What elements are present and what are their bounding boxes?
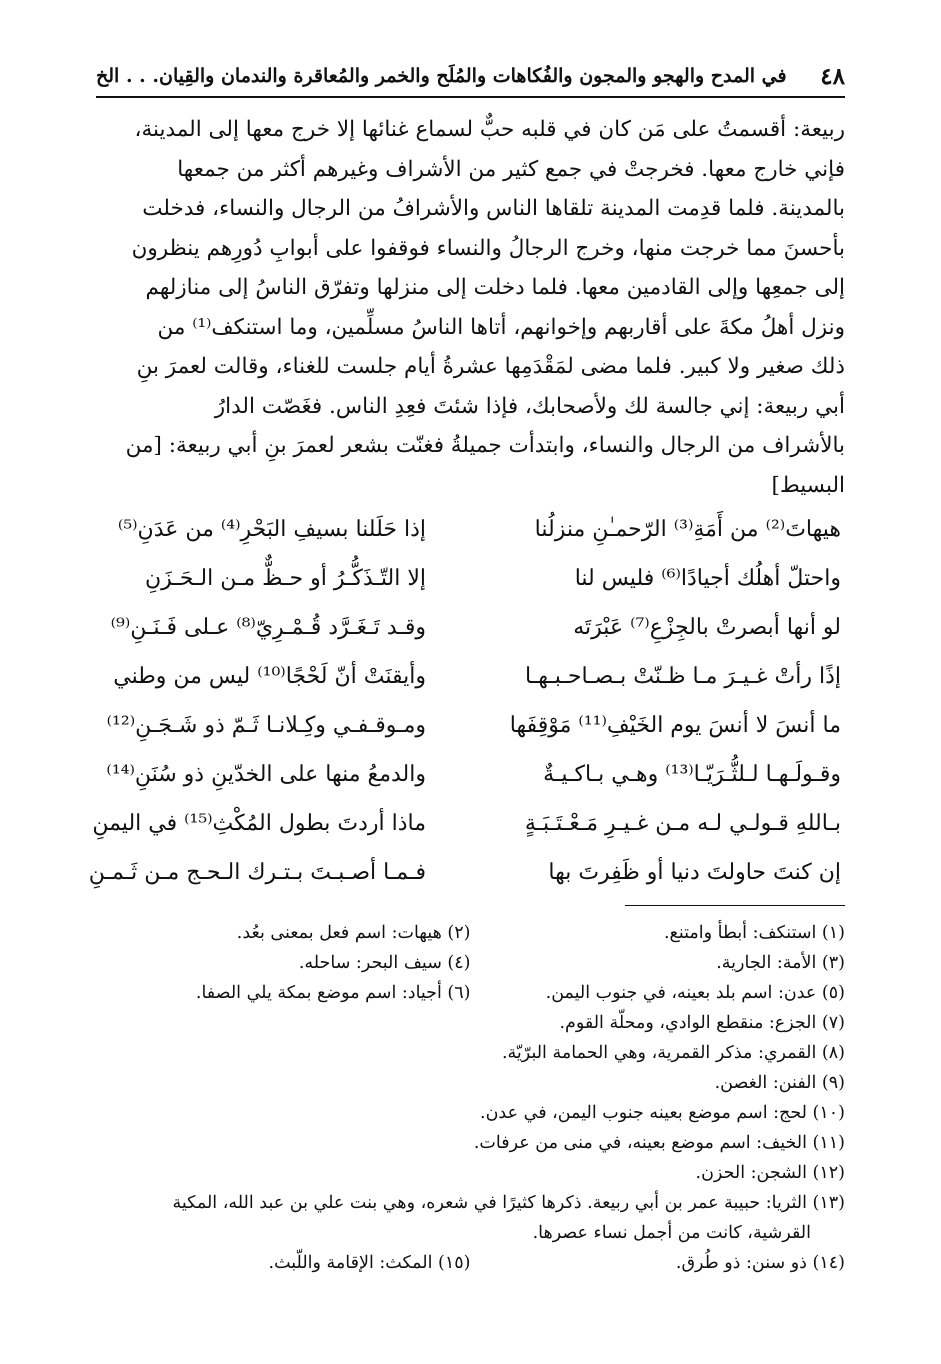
poem-verse <box>88 848 841 897</box>
verse-first-half: بـاللهِ قـولـي لـه مـن غـيـرِ مَـعْـتَـبَـةٍ <box>524 811 841 836</box>
prose-line: فإني خارج معها. فخرجتْ في جمع كثير من الأشراف وغيرهم أكثر من جمعها <box>177 156 845 182</box>
verse-second-half: ومـوقـفـي وكِـلانـا ثَـمّ ذو شَـجَـنِ⁽¹²⁾ <box>106 713 426 738</box>
footnote-row <box>96 1038 845 1068</box>
verse-first-half: إن كنتَ حاولتَ دنيا أو ظَفِرتَ بها <box>548 860 841 885</box>
verse-first-half: إذًا رأتْ غـيـرَ مـا ظـنّتْ بـصـاحـبـهـا <box>525 664 841 689</box>
poem-verse <box>96 554 841 603</box>
footnote-11: (١١) الخيف: اسم موضع بعينه، في منى من عرفات. <box>473 1133 845 1153</box>
footnote-12: (١٢) الشجن: الحزن. <box>695 1163 845 1183</box>
page-header <box>96 56 845 98</box>
page-number: ٤٨ <box>820 62 845 90</box>
prose-line: أبي ربيعة: إني جالسة لك ولأصحابك، فإذا شئتَ فعِدِ الناس. فغَصّت الدارُ <box>214 393 845 419</box>
footnote-14: (١٤) ذو سنن: ذو طُرق. <box>675 1253 845 1273</box>
verse-first-half: هيهاتَ⁽²⁾ من أَمَةِ⁽³⁾ الرّحمـٰنِ منزلُنا <box>534 517 841 542</box>
footnote-5: (٥) عدن: اسم بلد بعينه، في جنوب اليمن. <box>545 983 845 1003</box>
footnote-row <box>96 1098 845 1128</box>
verse-first-half: لو أنها أبصرتْ بالجِزْعِ⁽⁷⁾ عَبْرَتَه <box>573 615 841 640</box>
prose-body <box>96 110 845 505</box>
verse-first-half: واحتلّ أهلُك أجيادًا⁽⁶⁾ فليس لنا <box>574 566 841 591</box>
footnote-row <box>96 1248 845 1278</box>
footnote-13: (١٣) الثريا: حبيبة عمر بن أبي ربيعة. ذكرها كثيرًا في شعره، وهي بنت علي بن عبد الله، المكية <box>172 1193 845 1213</box>
verse-first-half: ما أنسَ لا أنسَ يوم الخَيْفِ⁽¹¹⁾ مَوْقِفَها <box>509 713 841 738</box>
footnote-row <box>96 1218 845 1248</box>
verse-second-half: وأيقنَتْ أنّ لَحْجًا⁽¹⁰⁾ ليس من وطني <box>113 664 426 689</box>
poem-verse <box>92 799 841 848</box>
prose-line: إلى جمعِها وإلى القادمين معها. فلما دخلت إلى منزلها وتفرّق الناسُ إلى منازلهم <box>145 275 845 300</box>
verse-second-half: ماذا أردتَ بطول المُكْثِ⁽¹⁵⁾ في اليمنِ <box>92 811 426 836</box>
poem-verse <box>96 505 841 554</box>
footnote-10: (١٠) لحج: اسم موضع بعينه جنوب اليمن، في عدن. <box>480 1103 845 1123</box>
footnote-row <box>96 1158 845 1188</box>
footnote-15: (١٥) المكث: الإقامة واللّبث. <box>268 1253 471 1273</box>
poem <box>88 505 841 897</box>
footnote-row <box>96 1188 845 1218</box>
prose-line: بأحسنَ مما خرجت منها، وخرج الرجالُ والنساء فوقفوا على أبوابِ دُورِهم ينظرون <box>131 235 845 261</box>
prose-line: ربيعة: أقسمتُ على مَن كان في قلبه حبٌّ لسماع غنائها إلا خرج معها إلى المدينة، <box>134 117 845 142</box>
poem-verse <box>96 701 841 750</box>
prose-line: ونزل أهلُ مكةَ على أقاربهم وإخوانهم، أتاها الناسُ مسلِّمين، وما استنكف⁽¹⁾ من <box>157 314 845 340</box>
footnote-row <box>96 1008 845 1038</box>
footnote-13-continued: القرشية، كانت من أجمل نساء عصرها. <box>532 1223 811 1243</box>
verse-second-half: وقـد تَـغَـرَّد قُـمْـرِيّ⁽⁸⁾ عـلى فَـنَـنِ⁽⁹⁾ <box>110 615 426 640</box>
prose-line: بالأشراف من الرجال والنساء، وابتدأت جميلةُ فغنّت بشعر لعمرَ بنِ أبي ربيعة: [من <box>125 433 845 458</box>
poem-verse <box>96 603 841 652</box>
footnote-2: (٢) هيهات: اسم فعل بمعنى بعُد. <box>236 923 471 943</box>
footnotes <box>96 918 845 1278</box>
footnote-row <box>96 1128 845 1158</box>
running-title: في المدح والهجو والمجون والفُكاهات والمُلَح والخمر والمُعاقرة والندمان والقِيان. . . الخ <box>96 65 787 87</box>
footnote-3: (٣) الأمة: الجارية. <box>716 953 845 973</box>
footnote-6: (٦) أجياد: اسم موضع بمكة يلي الصفا. <box>195 983 471 1003</box>
verse-second-half: فـمـا أصـبـتَ بـتـرك الـحـج مـن ثَـمـنِ <box>88 860 426 885</box>
footnote-row <box>96 918 845 948</box>
verse-second-half: إلا التّـذَكُّـرُ أو حـظٌّ مـن الـحَـزَنِ <box>145 566 426 591</box>
footnote-8: (٨) القمري: مذكر القمرية، وهي الحمامة البرّيّة. <box>501 1043 845 1063</box>
prose-line: بالمدينة. فلما قدِمت المدينة تلقاها الناس والأشرافُ من الرجال والنساء، فدخلت <box>142 196 845 221</box>
footnote-divider <box>625 905 845 906</box>
footnote-7: (٧) الجزع: منقطع الوادي، ومحلّة القوم. <box>559 1013 845 1033</box>
prose-line: ذلك صغير ولا كبير. فلما مضى لمَقْدَمِها عشرةُ أيام جلست للغناء، وقالت لعمرَ بنِ <box>136 354 845 379</box>
footnote-9: (٩) الفنن: الغصن. <box>714 1073 845 1093</box>
footnote-4: (٤) سيف البحر: ساحله. <box>298 953 471 973</box>
verse-first-half: وقـولَـهـا لـلثُّـرَيّـا⁽¹³⁾ وهـي بـاكـيـةٌ <box>543 762 841 787</box>
poem-verse <box>96 750 841 799</box>
footnote-1: (١) استنكف: أبطأ وامتنع. <box>663 923 845 943</box>
footnote-row <box>96 1068 845 1098</box>
footnote-row <box>96 948 845 978</box>
footnote-row <box>96 978 845 1008</box>
verse-second-half: إذا حَلَلنا بسيفِ البَحْرِ⁽⁴⁾ من عَدَنِ⁽⁵⁾ <box>117 517 426 542</box>
poem-verse <box>96 652 841 701</box>
verse-second-half: والدمعُ منها على الخدّينِ ذو سُنَنِ⁽¹⁴⁾ <box>106 762 426 787</box>
prose-line: البسيط] <box>771 472 845 498</box>
